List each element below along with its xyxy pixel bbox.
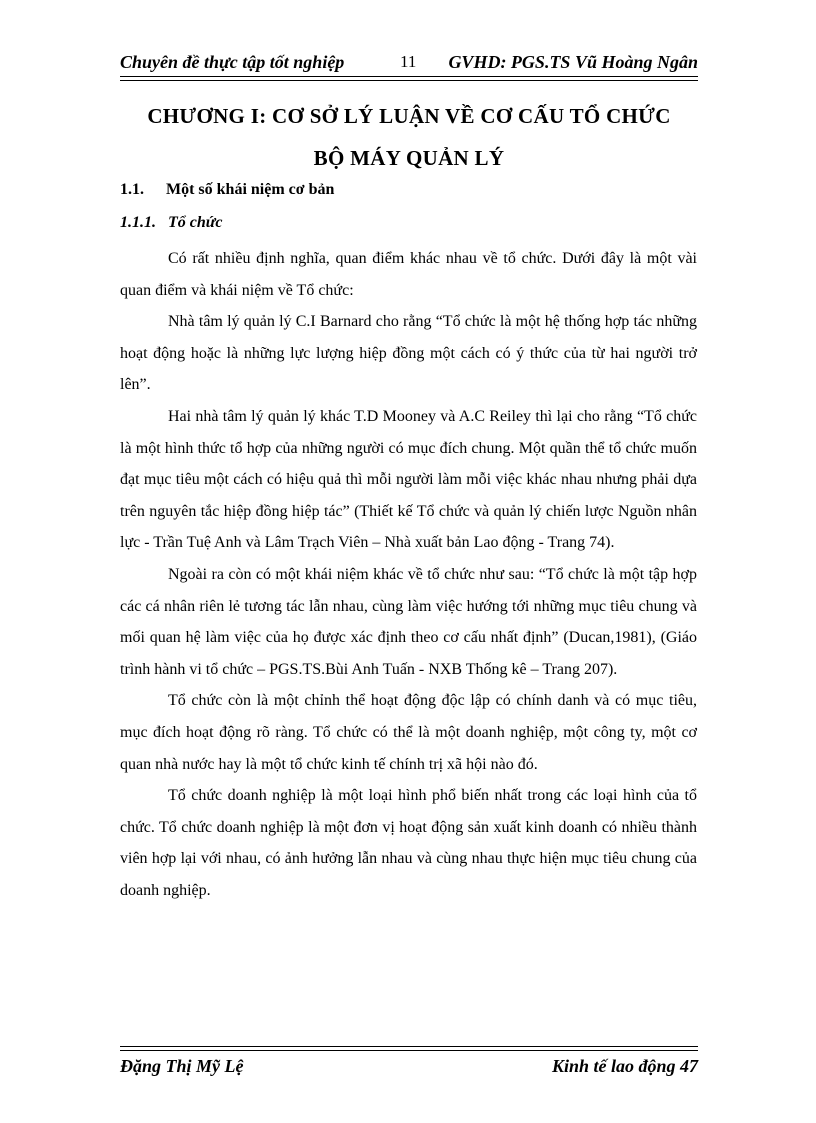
page-header: [120, 50, 698, 77]
chapter-title-line2: BỘ MÁY QUẢN LÝ: [313, 146, 505, 170]
chapter-title-line1: CHƯƠNG I: CƠ SỞ LÝ LUẬN VỀ CƠ CẤU TỔ CHỨC: [147, 104, 671, 128]
section-title: Một số khái niệm cơ bản: [166, 181, 335, 198]
body-text: [120, 243, 697, 906]
paragraph: Hai nhà tâm lý quản lý khác T.D Mooney và A.C Reiley thì lại cho rằng “Tổ chức là một hình thức tổ hợp của những người có mục đích chung. Một quần thể tổ chức muốn đạt mục tiêu một cách có hiệu quả thì mỗi người làm mỗi việc khác nhau nhưng phải dựa trên nguyên tắc hiệp đồng hiệp tác” (Thiết kế Tổ chức và quản lý chiến lược Nguồn nhân lực - Trần Tuệ Anh và Lâm Trạch Viên – Nhà xuất bản Lao động - Trang 74).: [120, 407, 697, 552]
subsection-heading: [120, 214, 222, 232]
header-divider: [120, 80, 698, 81]
paragraph: Có rất nhiều định nghĩa, quan điểm khác nhau về tổ chức. Dưới đây là một vài quan điểm và khái niệm về Tổ chức:: [120, 250, 697, 299]
section-heading: [120, 181, 334, 199]
paragraph: Nhà tâm lý quản lý C.I Barnard cho rằng “Tổ chức là một hệ thống hợp tác những hoạt động hoặc là những lực lượng hiệp đồng một cách có ý thức của từ hai người trở lên”.: [120, 313, 697, 394]
footer-class: Kinh tế lao động 47: [551, 1056, 698, 1076]
header-supervisor: GVHD: PGS.TS Vũ Hoàng Ngân: [448, 52, 698, 72]
footer-author: Đặng Thị Mỹ Lệ: [120, 1056, 244, 1076]
header-page-number: 11: [400, 52, 417, 71]
paragraph: Tổ chức còn là một chỉnh thể hoạt động độc lập có chính danh và có mục tiêu, mục đích hoạt động rõ ràng. Tổ chức có thể là một doanh nghiệp, một công ty, một cơ quan nhà nước hay là một tổ chức kinh tế chính trị xã hội nào đó.: [120, 692, 697, 773]
subsection-number: 1.1.1.: [120, 214, 156, 231]
subsection-title: Tổ chức: [168, 214, 223, 231]
header-document-type: Chuyên đề thực tập tốt nghiệp: [120, 52, 345, 72]
paragraph: Tổ chức doanh nghiệp là một loại hình phổ biến nhất trong các loại hình của tổ chức. Tổ chức doanh nghiệp là một đơn vị hoạt động sản xuất kinh doanh có nhiều thành viên hợp lại với nhau, có ảnh hưởng lẫn nhau và cùng nhau thực hiện mục tiêu chung của doanh nghiệp.: [120, 787, 697, 899]
paragraph: Ngoài ra còn có một khái niệm khác về tổ chức như sau: “Tổ chức là một tập hợp các cá nhân riên lẻ tương tác lẫn nhau, cùng làm việc hướng tới những mục tiêu chung và mối quan hệ làm việc của họ được xác định theo cơ cấu nhất định” (Ducan,1981), (Giáo trình hành vi tổ chức – PGS.TS.Bùi Anh Tuấn - NXB Thống kê – Trang 207).: [120, 565, 697, 678]
footer-divider-double: [120, 1050, 698, 1051]
section-number: 1.1.: [120, 181, 144, 198]
footer-divider: [120, 1046, 698, 1047]
